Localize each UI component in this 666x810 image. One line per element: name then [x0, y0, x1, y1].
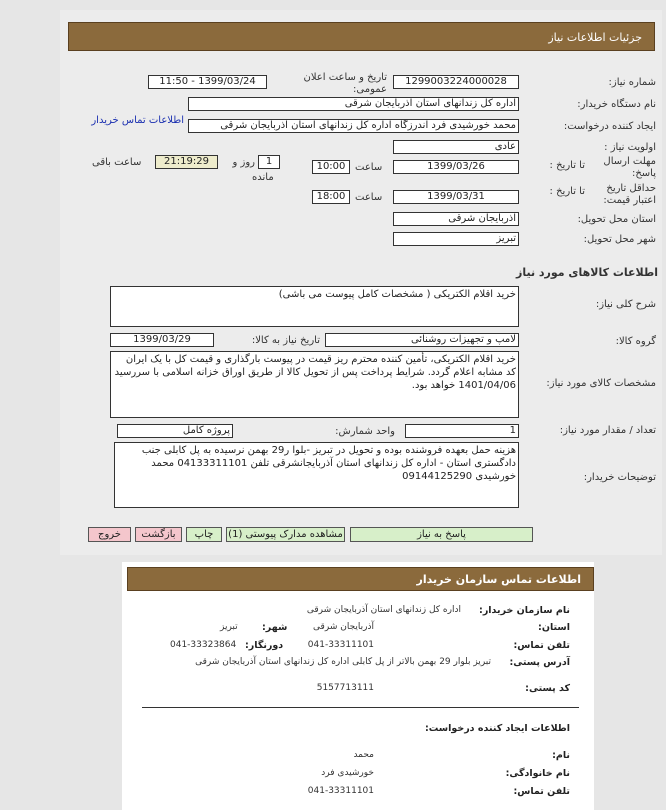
qty-field: 1: [405, 424, 519, 438]
days-remaining-field: 1: [258, 155, 280, 169]
contact-province: آذربایجان شرقی: [313, 622, 374, 632]
hours-left-label: ساعت باقی: [92, 157, 142, 168]
announce-label: تاریخ و ساعت اعلان عمومی:: [303, 72, 387, 95]
province-field: آذربایجان شرقی: [393, 212, 519, 226]
contact-city-label: شهر:: [262, 622, 288, 633]
contact-org-label: نام سازمان خریدار:: [479, 605, 570, 616]
unit-label: واحد شمارش:: [335, 426, 395, 437]
creator-field: محمد خورشیدی فرد اندرزگاه اداره کل زندانهای استان آذربایجان شرقی: [188, 119, 519, 133]
need-number-label: شماره نیاز:: [608, 77, 656, 88]
city-label: شهر محل تحویل:: [583, 234, 656, 245]
summary-textarea[interactable]: خرید اقلام الکتریکی ( مشخصات کامل پیوست می باشی): [110, 286, 519, 327]
need-date-label: تاریخ نیاز به کالا:: [251, 335, 320, 346]
contact-postal-label: کد پستی:: [525, 683, 570, 694]
notes-label: توضیحات خریدار:: [583, 472, 656, 483]
qty-label: تعداد / مقدار مورد نیاز:: [559, 425, 656, 436]
contact-phone: 041-33311101: [307, 640, 374, 650]
summary-label: شرح کلی نیاز:: [595, 299, 656, 310]
contact-address-label: آدرس پستی:: [509, 657, 570, 668]
deadline-label: مهلت ارسال پاسخ:: [603, 156, 656, 179]
spec-label: مشخصات کالای مورد نیاز:: [546, 378, 656, 389]
contact-province-label: استان:: [538, 622, 570, 633]
creator-family: خورشیدی فرد: [321, 768, 374, 778]
deadline-date-field: 1399/03/26: [393, 160, 519, 174]
announce-field: 1399/03/24 - 11:50: [148, 75, 267, 89]
contact-org: اداره کل زندانهای استان آذربایجان شرقی: [306, 605, 461, 615]
contact-card-header: اطلاعات تماس سازمان خریدار: [127, 567, 594, 591]
priority-label: اولویت نیاز :: [604, 142, 656, 153]
contact-fax-label: دورنگار:: [245, 640, 284, 651]
creator-phone: 041-33311101: [307, 786, 374, 796]
contact-postal: 5157713111: [316, 683, 374, 693]
validity-label: حداقل تاریخ اعتبار قیمت:: [603, 183, 656, 206]
print-button[interactable]: چاپ: [186, 527, 222, 542]
contact-fax: 041-33323864: [170, 640, 237, 650]
group-label: گروه کالا:: [615, 336, 656, 347]
creator-name-label: نام:: [552, 750, 570, 761]
buyer-org-field: اداره کل زندانهای استان آذربایجان شرقی: [188, 97, 519, 111]
exit-button[interactable]: خروج: [88, 527, 131, 542]
creator-info-title: اطلاعات ایجاد کننده درخواست:: [424, 723, 570, 734]
creator-label: ایجاد کننده درخواست:: [563, 121, 656, 132]
need-number-field: 1299003224000028: [393, 75, 519, 89]
attachments-button[interactable]: مشاهده مدارک پیوستی (1): [226, 527, 345, 542]
validity-to-date-label: تا تاریخ :: [549, 186, 585, 197]
city-field: تبریز: [393, 232, 519, 246]
back-button[interactable]: بازگشت: [135, 527, 182, 542]
validity-hour-label: ساعت: [355, 192, 383, 203]
buyer-org-label: نام دستگاه خریدار:: [577, 99, 656, 110]
validity-date-field: 1399/03/31: [393, 190, 519, 204]
countdown-field: 21:19:29: [155, 155, 218, 169]
contact-city: تبریز: [220, 622, 238, 632]
deadline-hour-label: ساعت: [355, 162, 383, 173]
buyer-contact-link[interactable]: اطلاعات تماس خریدار: [91, 115, 184, 126]
unit-field: پروژه کامل: [117, 424, 233, 438]
creator-phone-label: تلفن تماس:: [513, 786, 570, 797]
reply-button[interactable]: پاسخ به نیاز: [350, 527, 533, 542]
divider: [142, 707, 579, 708]
contact-phone-label: تلفن تماس:: [513, 640, 570, 651]
need-date-field: 1399/03/29: [110, 333, 214, 347]
deadline-time-field: 10:00: [312, 160, 350, 174]
spec-textarea[interactable]: خرید اقلام الکتریکی، تأمین کننده محترم ریز قیمت در پیوست بارگذاری و قیمت کل با یک ایران کد مشابه اعلام گردد. شرایط پرداخت پس از تحویل کالا از طریق اوراق خزانه اسلامی با سررسید 1401/04/06 خواهد بود.: [110, 351, 519, 418]
contact-address: تبریز بلوار 29 بهمن بالاتر از پل کابلی اداره کل زندانهای استان آذربایجان شرقی: [195, 657, 491, 667]
remaining-label: مانده: [252, 172, 274, 183]
days-label: روز و: [232, 157, 255, 168]
group-field: لامپ و تجهیزات روشنائی: [325, 333, 519, 347]
deadline-to-date-label: تا تاریخ :: [549, 160, 585, 171]
notes-textarea[interactable]: هزینه حمل بعهده فروشنده بوده و تحویل در تبریز -بلوا ر29 بهمن نرسیده به پل کابلی جنب دادگستری استان - اداره کل زندانهای استان آذربایجانشرقی تلفن 04133311101 محمد خورشیدی 09144125290: [114, 442, 519, 508]
creator-name: محمد: [353, 750, 374, 760]
goods-section-title: اطلاعات کالاهای مورد نیاز: [516, 266, 658, 279]
creator-family-label: نام خانوادگی:: [505, 768, 570, 779]
province-label: استان محل تحویل:: [577, 214, 656, 225]
page-header: جزئیات اطلاعات نیاز: [68, 22, 655, 51]
priority-field: عادی: [393, 140, 519, 154]
validity-time-field: 18:00: [312, 190, 350, 204]
